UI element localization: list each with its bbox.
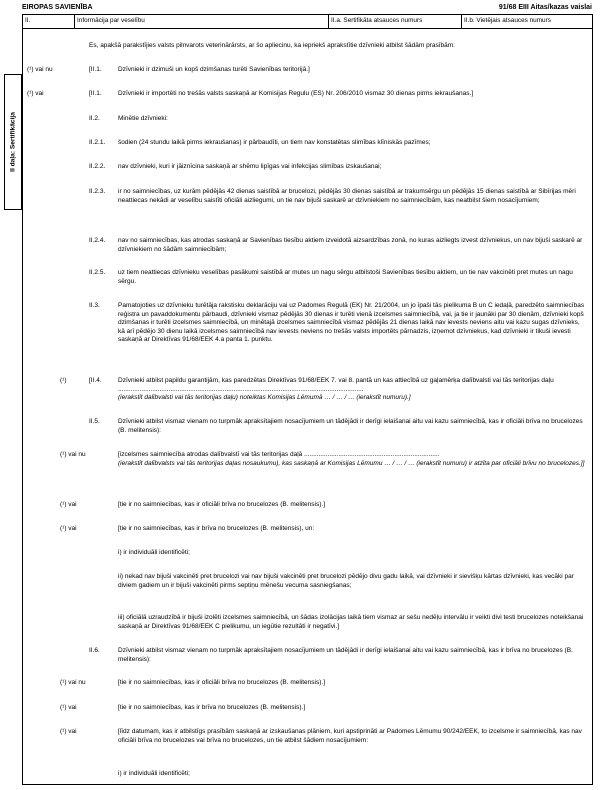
col-cert-ref: II.a. Sertifikāta atsauces numurs	[331, 17, 423, 24]
row-text: [tie ir no saimniecības, kas ir brīva no brucelozes (B. melitensis), un:	[118, 525, 315, 532]
row-text: [izcelsmes saimniecība atrodas dalībvalstī vai tās teritorijas daļā ...........................................................................	[118, 451, 440, 458]
row-text: [tie ir no saimniecības, kas ir brīva no brucelozes (B. melitensis).]	[118, 704, 306, 711]
row-number: II.5.	[89, 418, 100, 425]
row-text: nav dzīvnieki, kuri ir jāiznīcina saskaņā ar shēmu lipīgas vai infekcijas slimības izskaušanai;	[118, 163, 382, 170]
row-marker: (¹)	[60, 377, 67, 384]
row-marker: (¹) vai	[27, 90, 44, 97]
row-text: Dzīvnieki atbilst vismaz vienam no turpmāk apraksītajiem nosacījumiem un tādējādi ir derīgi ielaišanai aitu vai kazu saimniecībā, kas ir oficiāli brīva no brucelozes (B. melitensis):	[118, 418, 583, 434]
header-right: 91/68 EIII Aitas/kazas vaislai	[498, 4, 592, 11]
row-text: Dzīvnieki atbilst papildu garantijām, kas paredzētas Direktīvas 91/68/EEK 7. vai 8. pantā un kas attiecībā uz gaļamērķa dalībvalsti vai tās teritorijas daļu ........................................................................................................................................	[118, 377, 554, 393]
column-header-row	[22, 14, 593, 29]
row-number: II.3.	[89, 302, 100, 309]
row-marker: (¹) vai	[60, 704, 77, 711]
row-number: [II.4.	[89, 377, 102, 384]
row-number: II.2.	[89, 115, 100, 122]
row-number: II.2.4.	[89, 237, 106, 244]
col-info: Informācija par veselību	[77, 17, 145, 24]
row-text-cont: (ierakstīt dalībvalsti vai tās teritorijas daļu) noteiktas Komisijas Lēmumā … / … / … (ierakstīt numuru).]	[118, 394, 411, 401]
row-number: II.2.2.	[89, 163, 106, 170]
sub-item: ii) nekad nav bijuši vakcinēti pret brucelozi vai nav bijuši vakcinēti pret brucelozi pēdējo divu gadu laikā, vai dzīvnieki ir sievišķu kārtas dzīvnieki, kas vecāki par diviem gadiem un ir bijuši vakcinēti pirms septiņu mēnešu vecuma sasniegšanas;	[118, 573, 574, 589]
row-text: Minētie dzīvnieki:	[118, 115, 168, 122]
row-marker: (¹) vai nu	[60, 451, 86, 458]
row-text: ir no saimniecības, uz kurām pēdējās 42 dienas saistībā ar brucelozi, pēdējās 30 dienas saistībā ar trakumsērgu un pēdējās 15 dienas saistībā ar Sibīrijas mēri neattiecas nekādi ar veselību saistīti oficiāli aizliegumi, un tie nav bijuši saskarē ar dzīvniekiem no saimniecībām, kas neatbilst šiem nosacījumiem;	[118, 188, 576, 204]
row-text: Dzīvnieki atbilst vismaz vienam no turpmāk apraksītajiem nosacījumiem un tādējādi ir derīgi ielaišanai aitu vai kazu saimniecībā, kas ir brīva no brucelozes (B. melitensis):	[118, 647, 573, 663]
row-marker: (¹) vai	[60, 728, 77, 735]
row-text: [tie ir no saimniecības, kas ir oficiāli brīva no brucelozes (B. melitensis).]	[118, 501, 325, 508]
row-marker: (¹) vai nu	[27, 66, 53, 73]
row-text: uz tiem neattiecas dzīvnieku veselības pasākumi saistībā ar mutes un nagu sērgu atbilstoši Savienības tiesību aktiem, un tie nav vakcinēti pret mutes un nagu sērgu.	[118, 269, 573, 285]
row-number: II.2.1.	[89, 139, 106, 146]
row-text-cont: (ierakstīt dalībvalsts vai tās teritorijas daļas nosaukumu), kas saskaņā ar Komisijas Lēmumu … / … / … (ierakstīt numuru) ir atzīta par oficiāli brīvu no brucelozes.]]	[118, 460, 585, 467]
row-marker: (¹) vai	[60, 525, 77, 532]
row-number: [II.1.	[89, 90, 102, 97]
row-number: II.2.5.	[89, 269, 106, 276]
side-tab-label: II daļa: Sertifikācija	[9, 112, 17, 172]
row-text: nav no saimniecības, kas atrodas saskaņā ar Savienības tiesību aktiem izveidotā aizsardzības zonā, no kuras aizliegts izvest dzīvniekus, un nav bijuši saskarē ar dzīvniekiem no šādām saimniecībām;	[118, 237, 583, 253]
row-text: [tie ir no saimniecības, kas ir oficiāli brīva no brucelozes (B. melitensis).]	[118, 679, 325, 686]
sub-item: i) ir individuāli identificēti;	[118, 549, 190, 556]
row-text: Dzīvnieki ir importēti no trešās valsts saskaņā ar Komisijas Regulu (ES) Nr. 206/2010 vismaz 30 dienas pirms iekraušanas.]	[118, 90, 474, 97]
col-local-ref: II.b. Vietējais atsauces numurs	[464, 17, 551, 24]
col-divider	[74, 14, 75, 28]
row-text: Dzīvnieki ir dzimuši un kopš dzimšanas turēti Savienības teritorijā.]	[118, 66, 310, 73]
row-marker: (¹) vai nu	[60, 679, 86, 686]
row-text: [līdz datumam, kas ir atbilstīgs prasībām saskaņā ar izskaušanas plāniem, kuri apstiprināti ar Padomes Lēmumu 90/242/EEK, to izcelsme ir saimniecībā, kas nav oficiāli brīva no brucelozes vai brīva no brucelozes, un tie atbilst šādiem nosacījumiem:	[118, 728, 582, 744]
sub-item: i) ir individuāli identificēti;	[118, 770, 190, 777]
row-number: II.2.3.	[89, 188, 106, 195]
col-num: II.	[25, 17, 31, 24]
intro-text: Es, apakšā parakstījies valsts pilnvarots veterinārārsts, ar šo apliecinu, ka iepriekš aprakstītie dzīvnieki atbilst šādām prasībām:	[89, 42, 455, 49]
header-left: EIROPAS SAVIENĪBA	[22, 4, 93, 11]
row-number: II.6.	[89, 647, 100, 654]
row-text: šodien (24 stundu laikā pirms iekraušanas) ir pārbaudīti, un tiem nav konstatētas slimības klīniskās pazīmes;	[118, 139, 431, 146]
sub-item: iii) oficiālā uzraudzībā ir bijuši izolēti izcelsmes saimniecībā, un šādas izolācijas laikā tiem vismaz ar sešu nedēļu intervālu ir veikti divi testi brucelozes noteikšanai saskaņā ar Direktīvas 91/68/EEK C pielikumu, un iegūtie rezultāti ir negatīvi.]	[118, 614, 584, 630]
side-tab	[4, 74, 22, 210]
row-text: Pamatojoties uz dzīvnieku turētāja rakstisku deklarāciju vai uz Padomes Regulā (EK) Nr. 21/2004, un jo īpaši tās pielikuma B un C iedaļā, paredzēto saimniecības reģistra un pavaddokumentu pārbaudi, dzīvnieki vismaz pēdējās 30 dienas ir turēti vienā izcelsmes saimniecībā, vai, ja tie ir jaunāki par 30 dienām, dzīvnieki kopš dzimšanas ir turēti izcelsmes saimniecībā, un minētajā izcelsmes saimniecībā vismaz pēdējās 21 dienas laikā nav ievests neviens aitu vai kazu sugas dzīvnieks, kā arī pēdējo 30 dienu laikā izcelsmes saimniecībā nav ievests neviens no trešās valsts importēts pārnadzis, izņemot dzīvniekus, kad dzīvnieki ir tikuši ievesti saskaņā ar Direktīvas 91/68/EEK 4.a panta 1. punktu.	[118, 302, 585, 344]
row-marker: (¹) vai	[60, 501, 77, 508]
row-number: [II.1.	[89, 66, 102, 73]
